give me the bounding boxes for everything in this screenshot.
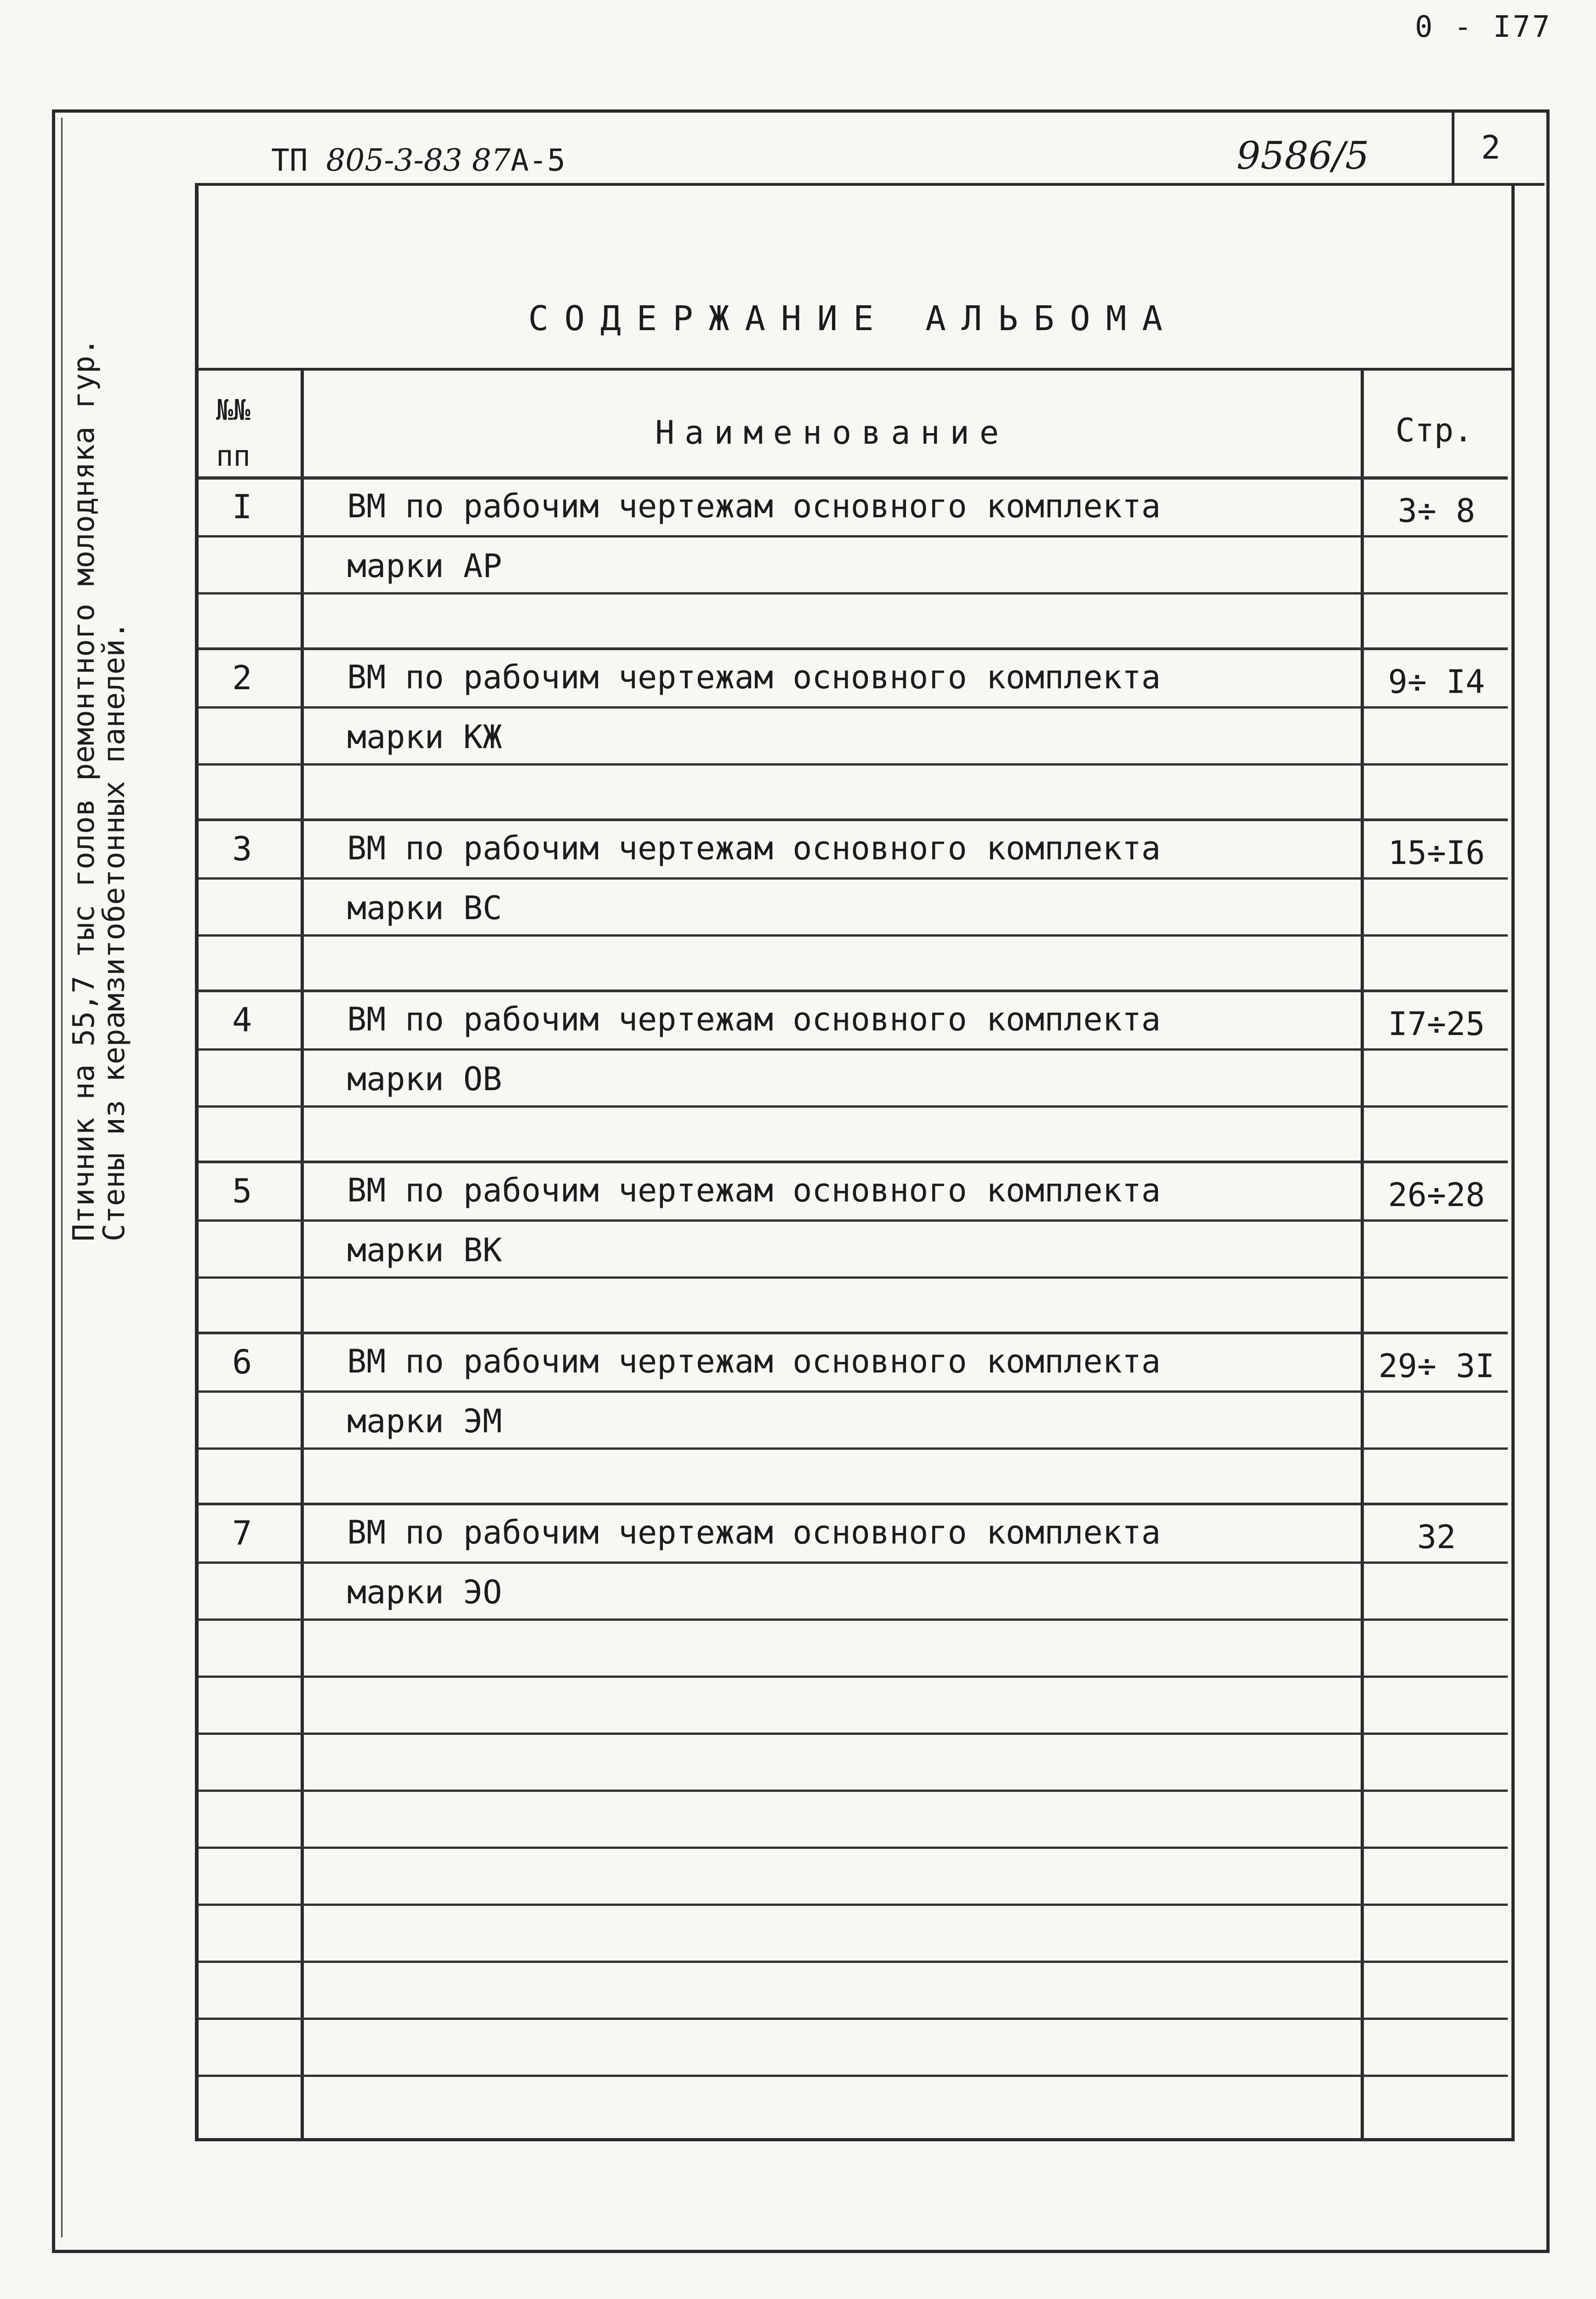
empty-row-rule xyxy=(199,2075,1508,2077)
column-divider-page xyxy=(1361,371,1364,2138)
column-header-number-line-2: пп xyxy=(216,439,251,473)
column-header-number xyxy=(216,387,251,479)
column-header-number-line-1: №№ xyxy=(216,393,251,427)
empty-row-rule xyxy=(199,1618,1508,1621)
side-project-title xyxy=(69,253,130,1241)
inner-frame-line xyxy=(61,118,63,2237)
row-group-rule xyxy=(199,1161,1508,1163)
row-pages: 29÷ 3I xyxy=(1378,1347,1495,1385)
side-title-line-2: Стены из керамзитобетонных панелей. xyxy=(97,621,131,1241)
row-rule xyxy=(199,592,1508,595)
inventory-number: 9586/5 xyxy=(1237,134,1369,178)
row-group-rule xyxy=(199,1503,1508,1505)
row-description: ВМ по рабочим чертежам основного комплекта xyxy=(347,658,1161,696)
corner-page-code: 0 - I77 xyxy=(1415,10,1552,44)
row-number: I xyxy=(232,487,252,526)
row-pages: I7÷25 xyxy=(1388,1005,1485,1043)
row-rule xyxy=(199,1390,1508,1393)
row-number: 5 xyxy=(232,1172,252,1210)
row-rule xyxy=(199,934,1508,937)
row-rule xyxy=(199,1561,1508,1564)
row-description: ВМ по рабочим чертежам основного комплекта xyxy=(347,1172,1161,1209)
row-mark: марки ВК xyxy=(347,1231,502,1269)
row-rule xyxy=(199,706,1508,709)
row-mark: марки ЭМ xyxy=(347,1402,502,1440)
row-rule xyxy=(199,1447,1508,1450)
title-rule xyxy=(195,368,1511,371)
column-divider-num xyxy=(301,371,304,2138)
row-mark: марки ВС xyxy=(347,889,502,927)
row-description: ВМ по рабочим чертежам основного комплекта xyxy=(347,1001,1161,1038)
doc-prefix: ТП xyxy=(271,143,308,178)
column-header-name: Наименование xyxy=(655,414,1009,452)
row-description: ВМ по рабочим чертежам основного комплекта xyxy=(347,829,1161,867)
empty-row-rule xyxy=(199,1790,1508,1792)
doc-code-handwritten: 805-3-83 87 xyxy=(326,143,511,178)
row-number: 2 xyxy=(232,658,252,697)
row-number: 6 xyxy=(232,1343,252,1381)
row-rule xyxy=(199,1105,1508,1108)
row-group-rule xyxy=(199,1332,1508,1334)
row-number: 7 xyxy=(232,1514,252,1552)
row-pages: 15÷I6 xyxy=(1388,834,1485,872)
row-group-rule xyxy=(199,647,1508,650)
album-title: СОДЕРЖАНИЕ АЛЬБОМА xyxy=(528,299,1178,338)
row-group-rule xyxy=(199,818,1508,821)
row-number: 3 xyxy=(232,829,252,868)
row-mark: марки АР xyxy=(347,547,502,585)
row-rule xyxy=(199,763,1508,766)
empty-row-rule xyxy=(199,1847,1508,1849)
row-rule xyxy=(199,877,1508,880)
header-bottom-rule xyxy=(199,476,1508,480)
row-mark: марки КЖ xyxy=(347,718,502,756)
sheet-number: 2 xyxy=(1481,129,1501,166)
empty-row-rule xyxy=(199,1904,1508,1906)
row-mark: марки ОВ xyxy=(347,1060,502,1098)
empty-row-rule xyxy=(199,1676,1508,1678)
column-header-page: Стр. xyxy=(1395,412,1473,449)
empty-row-rule xyxy=(199,1733,1508,1735)
row-rule xyxy=(199,535,1508,538)
empty-row-rule xyxy=(199,2018,1508,2020)
row-pages: 9÷ I4 xyxy=(1388,663,1485,701)
row-group-rule xyxy=(199,989,1508,992)
row-rule xyxy=(199,1048,1508,1051)
doc-suffix: А-5 xyxy=(510,143,565,178)
row-pages: 26÷28 xyxy=(1388,1176,1485,1214)
row-rule xyxy=(199,1276,1508,1279)
row-description: ВМ по рабочим чертежам основного комплекта xyxy=(347,1514,1161,1551)
row-pages: 32 xyxy=(1417,1518,1456,1556)
row-pages: 3÷ 8 xyxy=(1397,492,1476,530)
document-code xyxy=(271,143,565,178)
row-description: ВМ по рабочим чертежам основного комплекта xyxy=(347,1343,1161,1380)
empty-row-rule xyxy=(199,1961,1508,1963)
row-rule xyxy=(199,1219,1508,1222)
row-number: 4 xyxy=(232,1001,252,1039)
side-title-line-1: Птичник на 55,7 тыс голов ремонтного молодняка гур. xyxy=(67,337,101,1241)
row-mark: марки ЭО xyxy=(347,1573,502,1611)
row-description: ВМ по рабочим чертежам основного комплекта xyxy=(347,487,1161,525)
